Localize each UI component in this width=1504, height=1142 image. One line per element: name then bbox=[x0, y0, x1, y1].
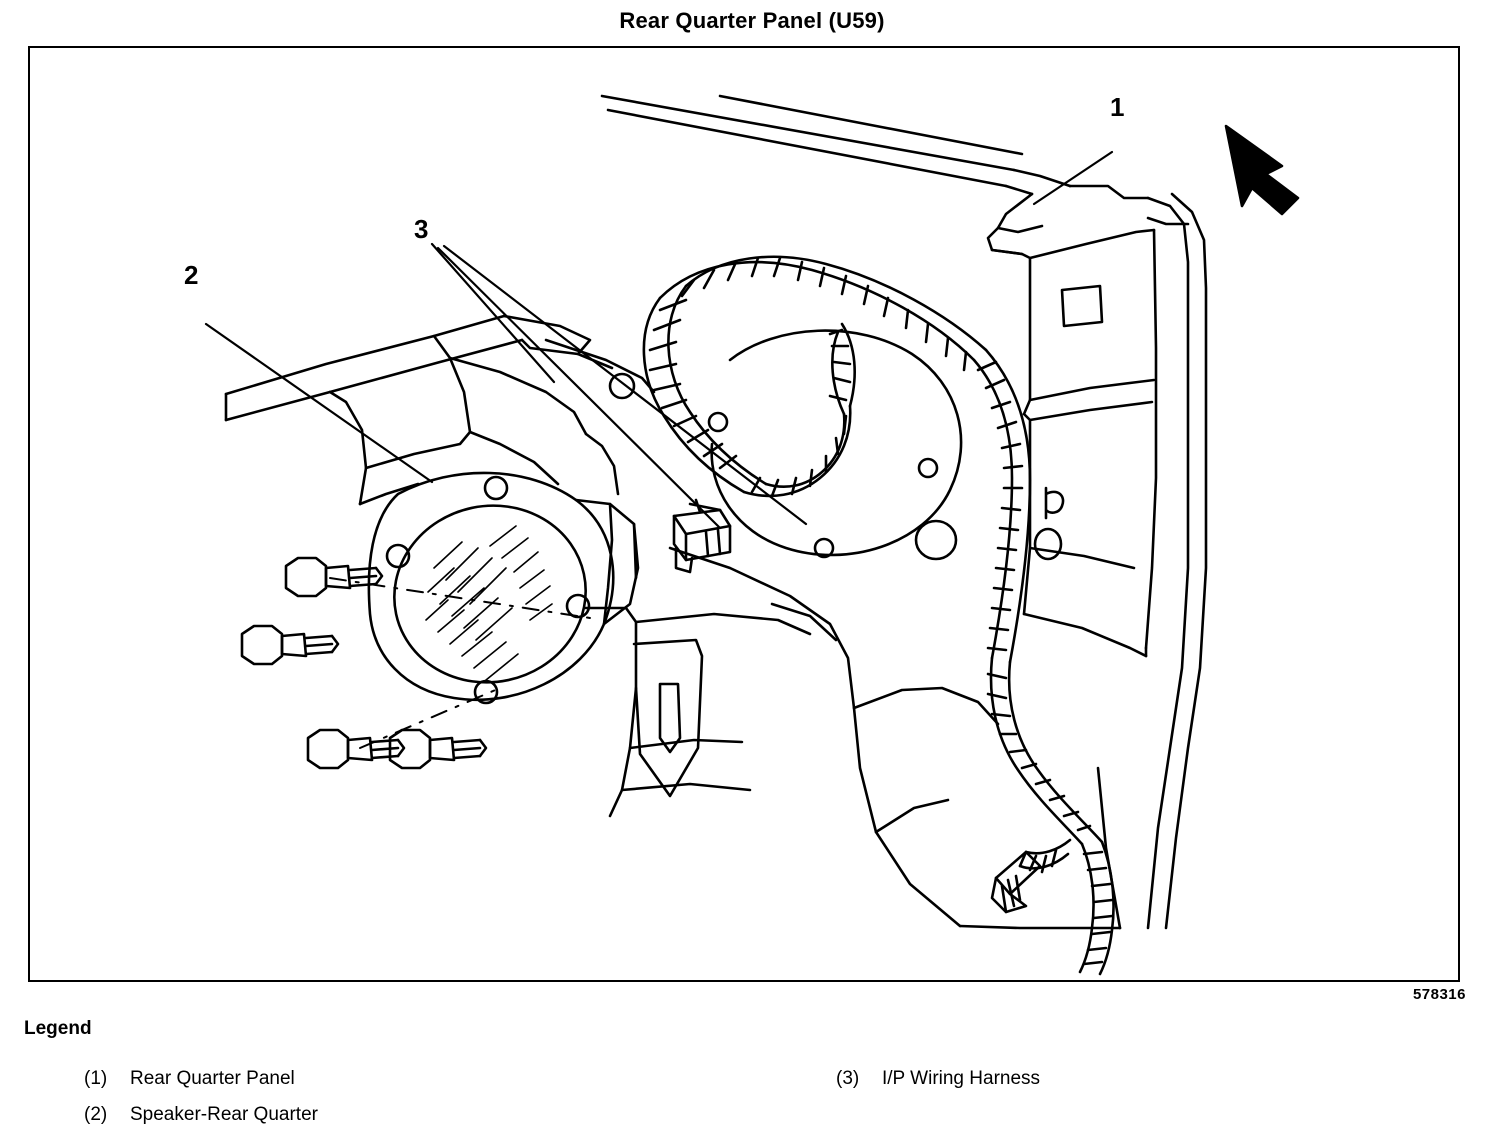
wiring-harness bbox=[644, 257, 1114, 974]
page-title: Rear Quarter Panel (U59) bbox=[619, 8, 885, 33]
legend-item-1 bbox=[84, 1068, 295, 1090]
legend-item-3 bbox=[836, 1068, 1040, 1090]
speaker-assembly bbox=[369, 473, 638, 703]
rear-quarter-panel-diagram bbox=[30, 48, 1458, 980]
figure-frame bbox=[28, 46, 1460, 982]
mounting-bolts bbox=[242, 558, 486, 768]
legend-item-2 bbox=[84, 1104, 318, 1126]
figure-id: 578316 bbox=[1412, 986, 1466, 1003]
legend-item-3-number: (3) bbox=[836, 1068, 860, 1089]
callout-3: 3 bbox=[414, 214, 429, 244]
legend-item-3-label: I/P Wiring Harness bbox=[882, 1068, 1041, 1089]
legend-item-1-label: Rear Quarter Panel bbox=[130, 1068, 295, 1089]
legend-item-1-number: (1) bbox=[84, 1068, 108, 1089]
legend-item-2-number: (2) bbox=[84, 1104, 108, 1125]
callout-1: 1 bbox=[1110, 92, 1125, 122]
callout-2: 2 bbox=[184, 260, 199, 290]
legend-item-2-label: Speaker-Rear Quarter bbox=[130, 1104, 318, 1125]
legend-heading: Legend bbox=[24, 1018, 92, 1039]
direction-arrow-icon bbox=[1226, 126, 1298, 214]
